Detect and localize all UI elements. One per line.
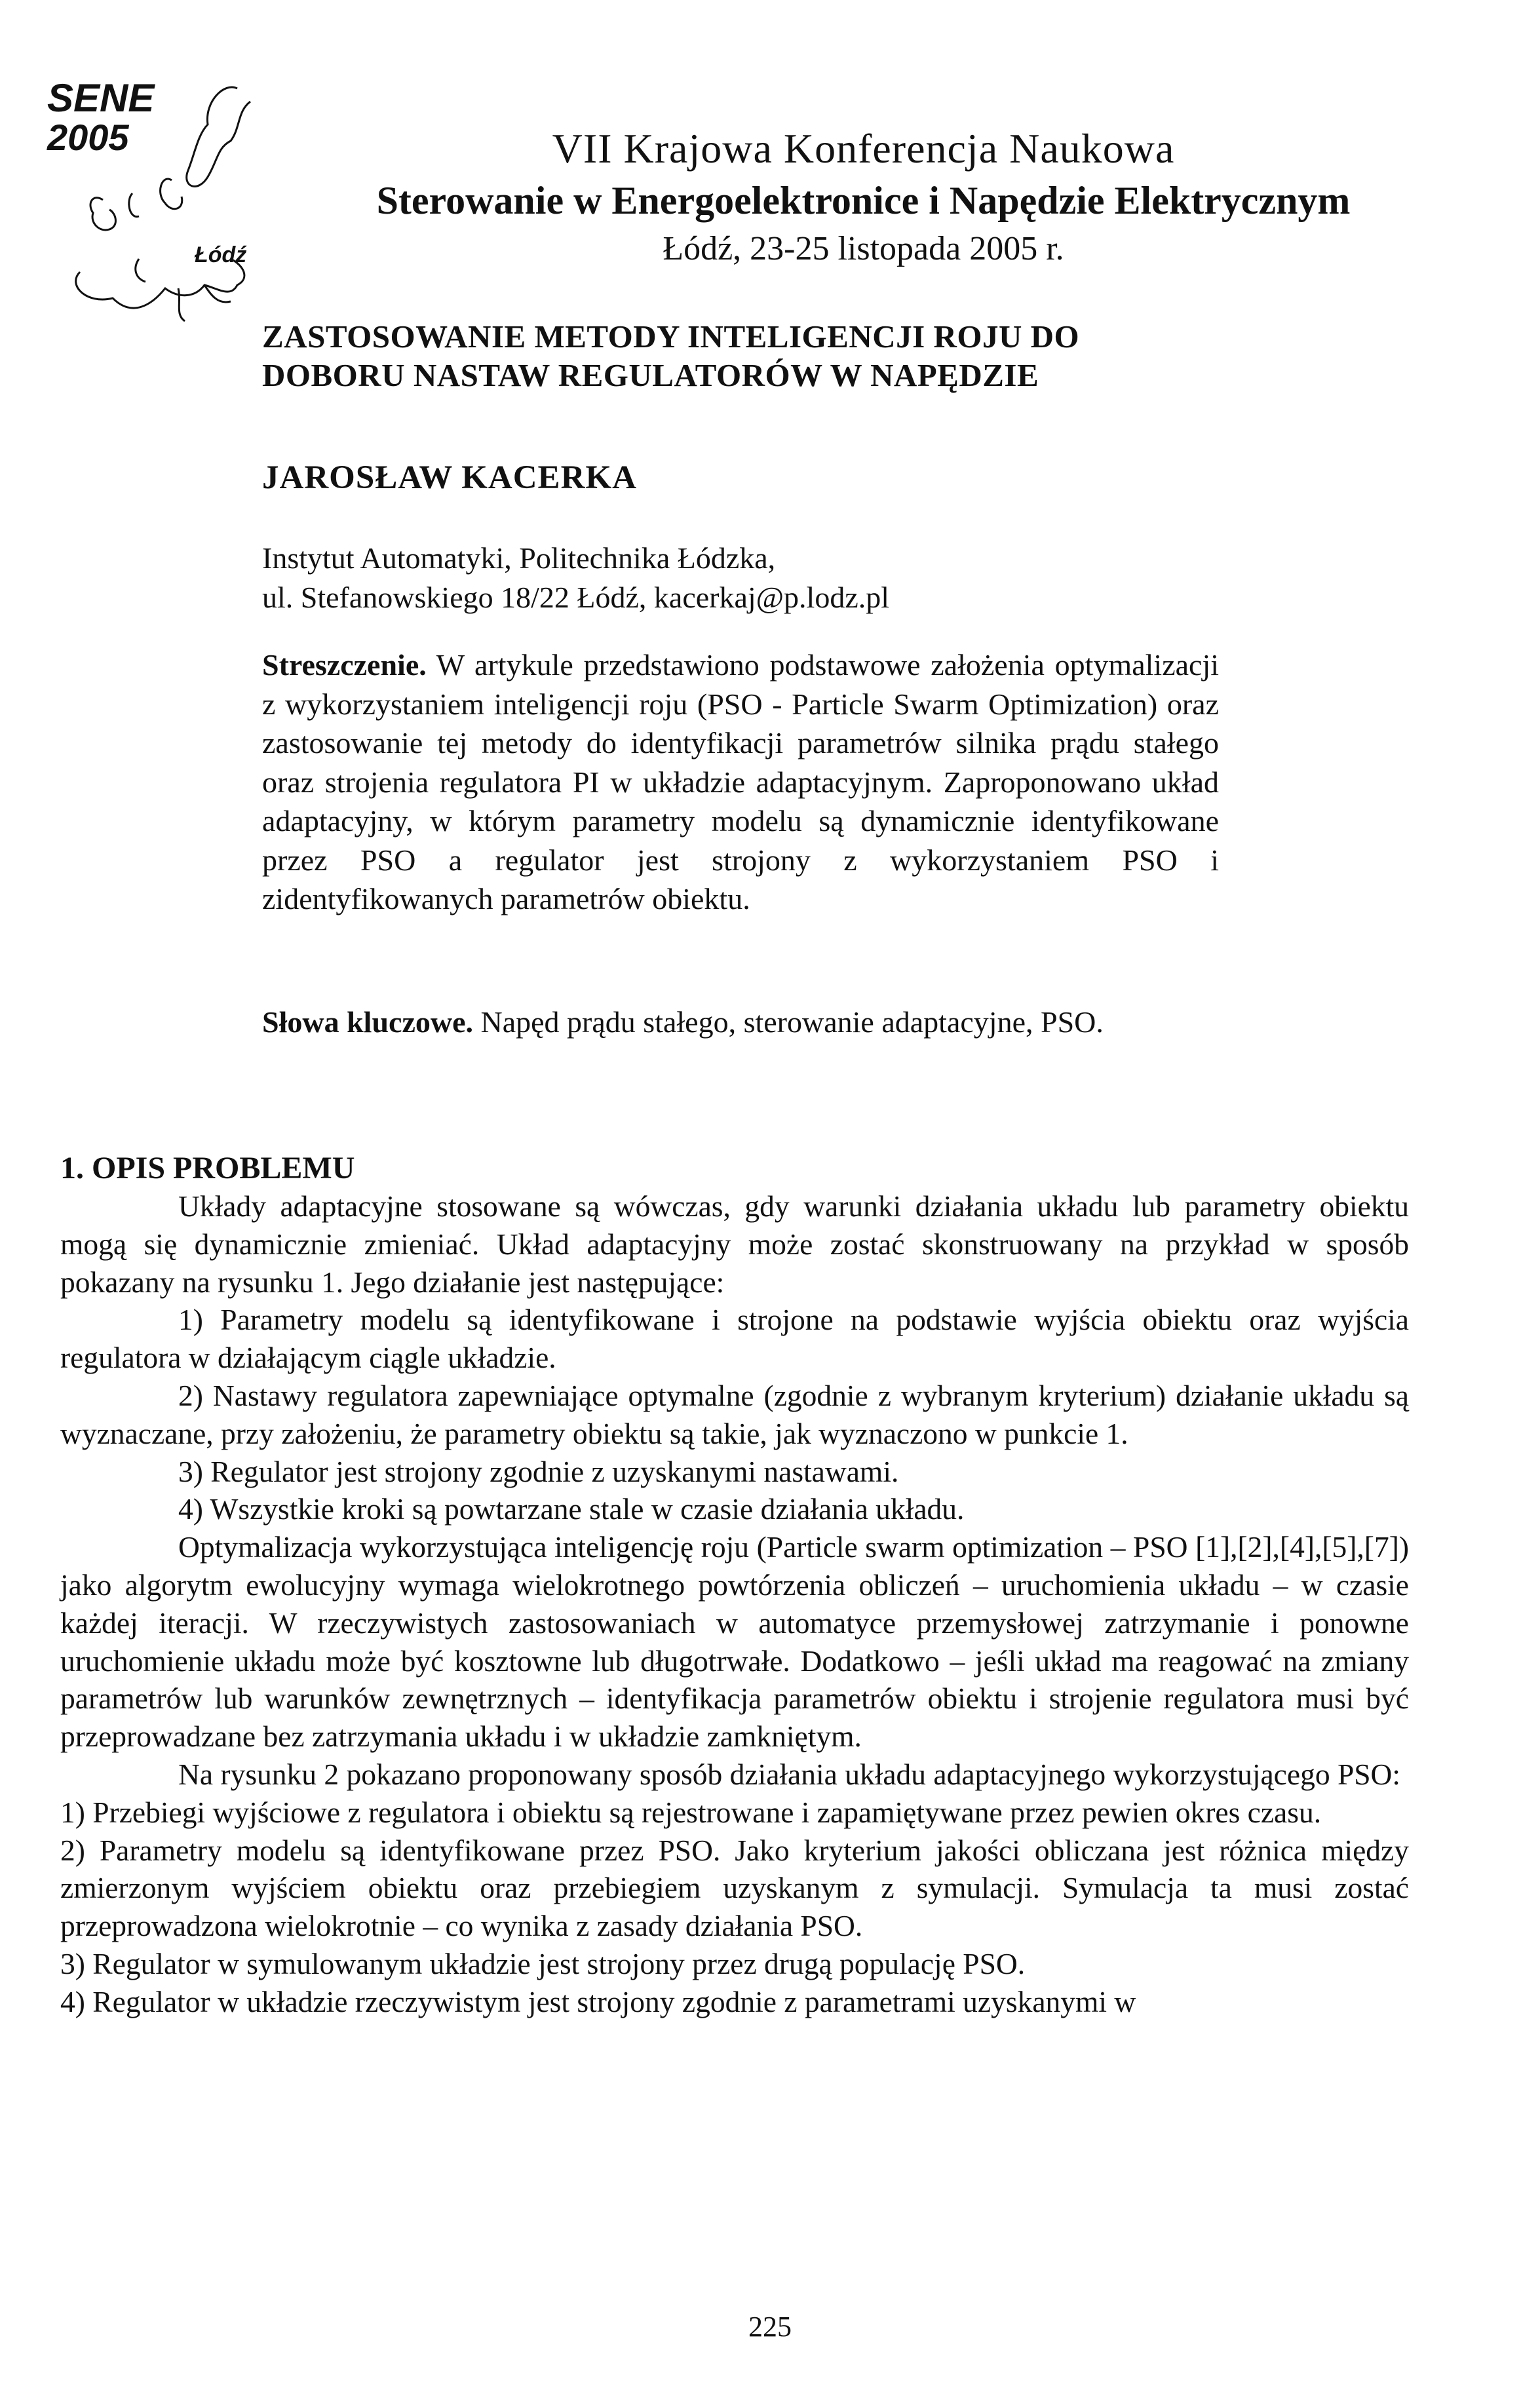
list-item: 3) Regulator jest strojony zgodnie z uzyskanymi nastawami. bbox=[178, 1454, 899, 1488]
logo-word: SENE bbox=[47, 76, 155, 120]
logo-city: Łódź bbox=[195, 242, 247, 267]
abstract-label: Streszczenie. bbox=[262, 648, 427, 682]
conference-topic: Sterowanie w Energoelektronice i Napędzie Elektrycznym bbox=[376, 179, 1351, 222]
list-item: 1) Przebiegi wyjściowe z regulatora i obiektu są rejestrowane i zapamiętywane przez pewien okres czasu. bbox=[60, 1795, 1322, 1829]
conference-name: VII Krajowa Konferencja Naukowa bbox=[552, 125, 1175, 172]
keywords-label: Słowa kluczowe. bbox=[262, 1005, 473, 1039]
affiliation-line-1: Instytut Automatyki, Politechnika Łódzka, bbox=[262, 541, 776, 575]
paper-title-line-1: ZASTOSOWANIE METODY INTELIGENCJI ROJU DO bbox=[262, 318, 1080, 355]
affiliation-line-2: ul. Stefanowskiego 18/22 Łódź, kacerkaj@p.lodz.pl bbox=[262, 581, 890, 614]
list-item: 4) Wszystkie kroki są powtarzane stale w czasie działania układu. bbox=[178, 1492, 965, 1526]
keywords bbox=[262, 1003, 1219, 1042]
conference-place-date: Łódź, 23-25 listopada 2005 r. bbox=[663, 230, 1064, 267]
paper-title-line-2: DOBORU NASTAW REGULATORÓW W NAPĘDZIE bbox=[262, 357, 1039, 393]
body-paragraph: Optymalizacja wykorzystująca inteligencję roju (Particle swarm optimization – PSO [1],[2],[4],[5],[7]) jako algorytm ewolucyjny wymaga wielokrotnego powtórzenia obliczeń – uruchomienia układu – w czasie każdej iteracji. W rzeczywistych zastosowaniach w automatyce przemysłowej zatrzymanie i ponowne uruchomienie układu może być kosztowne lub długotrwałe. Dodatkowo – jeśli układ ma reagować na zmiany parametrów lub warunków zewnętrznych – identyfikacja parametrów obiektu i strojenie regulatora musi być przeprowadzane bez zatrzymania układu i w układzie zamkniętym. bbox=[60, 1530, 1409, 1754]
list-item: 1) Parametry modelu są identyfikowane i strojone na podstawie wyjścia obiektu oraz wyjścia regulatora w działającym ciągle układzie. bbox=[60, 1303, 1409, 1375]
body-paragraph: Układy adaptacyjne stosowane są wówczas, gdy warunki działania układu lub parametry obiektu mogą się dynamicznie zmieniać. Układ adaptacyjny może zostać skonstruowany na przykład w sposób pokazany na rysunku 1. Jego działanie jest następujące: bbox=[60, 1189, 1409, 1299]
section-heading: 1. OPIS PROBLEMU bbox=[60, 1151, 355, 1185]
body-paragraph: Na rysunku 2 pokazano proponowany sposób działania układu adaptacyjnego wykorzystującego PSO: bbox=[178, 1757, 1401, 1791]
section-body bbox=[60, 1187, 1409, 2021]
page-number: 225 bbox=[748, 2311, 792, 2343]
list-item: 4) Regulator w układzie rzeczywistym jest strojony zgodnie z parametrami uzyskanymi w bbox=[60, 1984, 1136, 2018]
abstract bbox=[262, 645, 1219, 919]
conference-logo bbox=[41, 62, 277, 324]
logo-year: 2005 bbox=[47, 117, 129, 158]
author-name: JAROSŁAW KACERKA bbox=[262, 459, 637, 496]
list-item: 3) Regulator w symulowanym układzie jest strojony przez drugą populację PSO. bbox=[60, 1946, 1026, 1980]
list-item: 2) Parametry modelu są identyfikowane przez PSO. Jako kryterium jakości obliczana jest różnica między zmierzonym wyjściem obiektu oraz przebiegiem uzyskanym z symulacji. Symulacja ta musi zostać przeprowadzona wielokrotnie – co wynika z zasady działania PSO. bbox=[60, 1833, 1409, 1943]
abstract-text: W artykule przedstawiono podstawowe założenia optymalizacji z wykorzystaniem inteligencji roju (PSO - Particle Swarm Optimization) oraz zastosowanie tej metody do identyfikacji parametrów silnika prądu stałego oraz strojenia regulatora PI w układzie adaptacyjnym. Zaproponowano układ adaptacyjny, w którym parametry modelu są dynamicznie identyfikowane przez PSO a regulator jest strojony z wykorzystaniem PSO i zidentyfikowanych parametrów obiektu. bbox=[262, 648, 1220, 915]
keywords-text: Napęd prądu stałego, sterowanie adaptacyjne, PSO. bbox=[480, 1005, 1104, 1039]
list-item: 2) Nastawy regulatora zapewniające optymalne (zgodnie z wybranym kryterium) działanie układu są wyznaczane, przy założeniu, że parametry obiektu są takie, jak wyznaczono w punkcie 1. bbox=[60, 1378, 1409, 1450]
